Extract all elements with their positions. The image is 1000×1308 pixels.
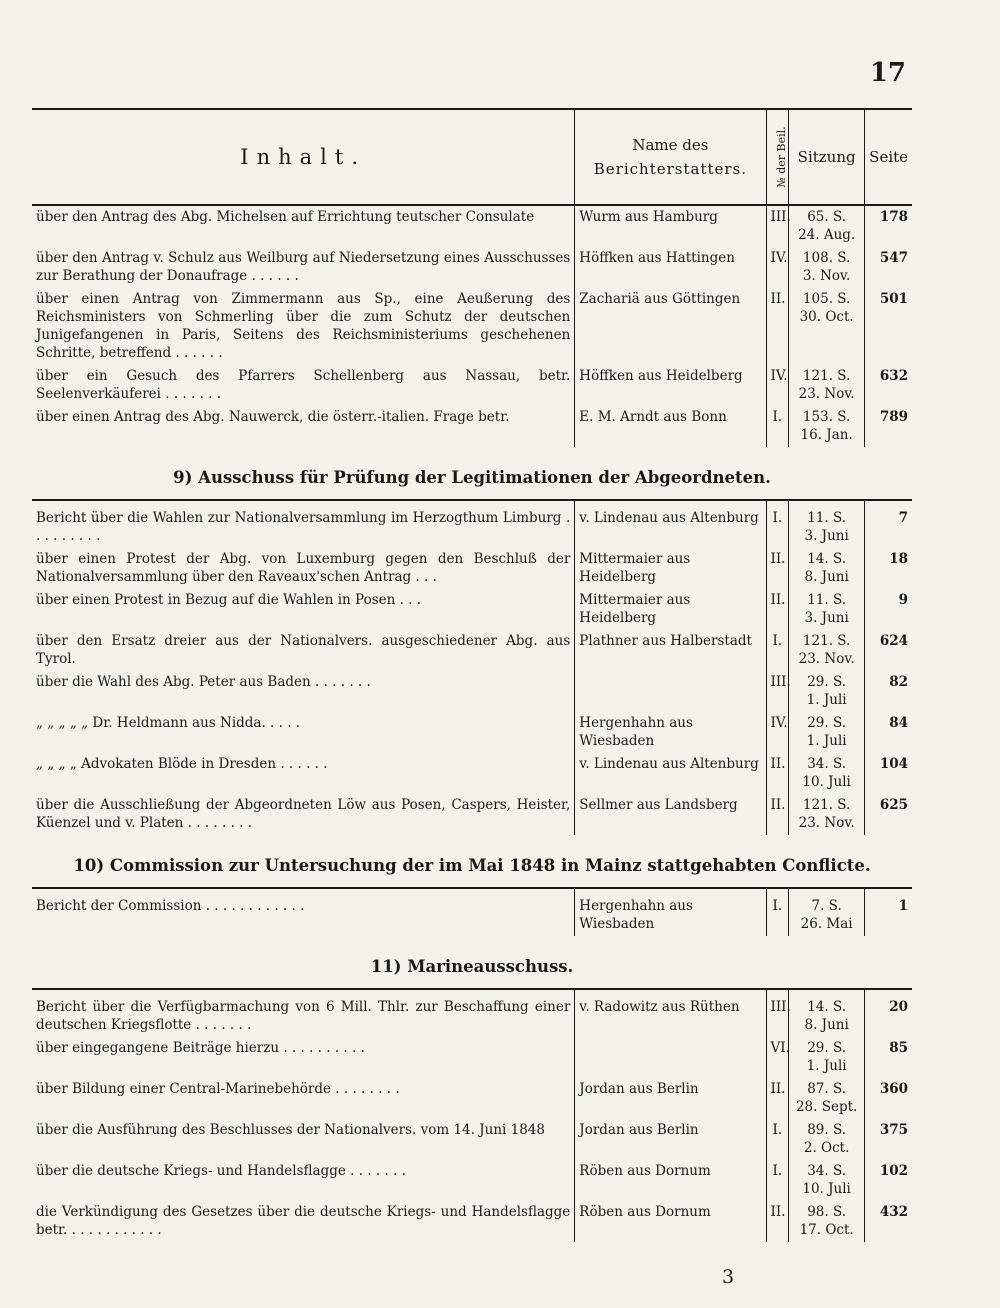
header-inhalt: Inhalt. (32, 109, 575, 205)
table-row (32, 794, 912, 835)
cell-seite: 360 (865, 1078, 912, 1119)
cell-seite: 178 (865, 205, 912, 247)
cell-berichterstatter: Mittermaier aus Heidelberg (575, 548, 766, 589)
cell-beilage: IV. (766, 365, 789, 406)
cell-berichterstatter: v. Lindenau aus Altenburg (575, 753, 766, 794)
sitzung-date: 1. Juli (806, 733, 847, 749)
cell-seite: 632 (865, 365, 912, 406)
table-row (32, 712, 912, 753)
footer-number: 3 (722, 1266, 735, 1288)
cell-berichterstatter: Höffken aus Hattingen (575, 247, 766, 288)
header-name (575, 109, 766, 205)
cell-beilage: I. (766, 1119, 789, 1160)
cell-sitzung (789, 630, 865, 671)
sitzung-date: 3. Juni (804, 528, 849, 544)
cell-beilage: III. (766, 671, 789, 712)
sitzung-date: 26. Mai (800, 916, 853, 932)
sitzung-number: 34. S. (807, 1163, 847, 1179)
sitzung-date: 30. Oct. (799, 309, 854, 325)
section-heading-row (32, 936, 912, 989)
header-beilage-label: № der Beil. (774, 126, 788, 188)
table-row (32, 406, 912, 447)
sitzung-date: 23. Nov. (798, 815, 855, 831)
sitzung-date: 28. Sept. (795, 1099, 858, 1115)
sitzung-number: 153. S. (802, 409, 851, 425)
register-table (32, 108, 912, 1242)
cell-berichterstatter: Röben aus Dornum (575, 1201, 766, 1242)
sitzung-number: 7. S. (811, 898, 842, 914)
sitzung-date: 23. Nov. (798, 651, 855, 667)
cell-sitzung (789, 1160, 865, 1201)
table-row (32, 365, 912, 406)
header-beilage (766, 109, 789, 205)
sitzung-date: 8. Juni (804, 1017, 849, 1033)
cell-berichterstatter: Röben aus Dornum (575, 1160, 766, 1201)
cell-seite: 85 (865, 1037, 912, 1078)
cell-sitzung (789, 888, 865, 936)
cell-beilage: II. (766, 548, 789, 589)
cell-beilage: VI. (766, 1037, 789, 1078)
cell-beilage: I. (766, 406, 789, 447)
cell-berichterstatter: Jordan aus Berlin (575, 1078, 766, 1119)
table-row (32, 630, 912, 671)
sitzung-date: 8. Juni (804, 569, 849, 585)
cell-berichterstatter: Jordan aus Berlin (575, 1119, 766, 1160)
cell-seite: 84 (865, 712, 912, 753)
cell-inhalt: über eingegangene Beiträge hierzu . . . . . . . . . . (36, 1040, 365, 1056)
section-heading: 10) Commission zur Untersuchung der im Mai 1848 in Mainz stattgehabten Conflicte. (32, 835, 912, 888)
cell-seite: 102 (865, 1160, 912, 1201)
cell-seite: 624 (865, 630, 912, 671)
sitzung-date: 23. Nov. (798, 386, 855, 402)
cell-berichterstatter: Hergenhahn aus Wiesbaden (575, 712, 766, 753)
cell-inhalt: über einen Protest der Abg. von Luxemburg gegen den Beschluß der Nationalversammlung über den Raveaux'schen Antrag . . . (36, 551, 571, 585)
sitzung-number: 29. S. (807, 1040, 847, 1056)
cell-beilage: IV. (766, 712, 789, 753)
cell-seite: 432 (865, 1201, 912, 1242)
cell-berichterstatter: Höffken aus Heidelberg (575, 365, 766, 406)
sitzung-number: 105. S. (802, 291, 851, 307)
sitzung-number: 87. S. (807, 1081, 847, 1097)
cell-sitzung (789, 753, 865, 794)
section-heading: 9) Ausschuss für Prüfung der Legitimationen der Abgeordneten. (32, 447, 912, 500)
cell-beilage: I. (766, 500, 789, 548)
cell-sitzung (789, 247, 865, 288)
sitzung-number: 89. S. (807, 1122, 847, 1138)
table-row (32, 247, 912, 288)
cell-sitzung (789, 1037, 865, 1078)
cell-sitzung (789, 365, 865, 406)
cell-beilage: II. (766, 794, 789, 835)
cell-seite: 7 (865, 500, 912, 548)
cell-beilage: II. (766, 1201, 789, 1242)
cell-inhalt: über den Ersatz dreier aus der Nationalvers. ausgeschiedener Abg. aus Tyrol. (36, 633, 571, 667)
sitzung-number: 11. S. (807, 510, 847, 526)
cell-berichterstatter: Wurm aus Hamburg (575, 205, 766, 247)
cell-inhalt: über ein Gesuch des Pfarrers Schellenberg aus Nassau, betr. Seelenverkäuferei . . . . . . . (36, 368, 571, 402)
cell-sitzung (789, 794, 865, 835)
sitzung-date: 17. Oct. (799, 1222, 854, 1238)
cell-beilage: IV. (766, 247, 789, 288)
table-row (32, 500, 912, 548)
table-row (32, 288, 912, 365)
table-row (32, 1201, 912, 1242)
cell-beilage: I. (766, 630, 789, 671)
cell-beilage: II. (766, 1078, 789, 1119)
cell-inhalt: über einen Antrag von Zimmermann aus Sp., eine Aeußerung des Reichsministers von Schmerling über die zum Schutz der deutschen Junigefangenen in Paris, Seitens des Reichsministeriums geschehenen Schritte, betreffend . . . . . . (36, 291, 571, 361)
cell-berichterstatter: Hergenhahn aus Wiesbaden (575, 888, 766, 936)
cell-inhalt: über einen Antrag des Abg. Nauwerck, die österr.-italien. Frage betr. (36, 409, 510, 425)
sitzung-date: 2. Oct. (803, 1140, 850, 1156)
cell-inhalt: über die Wahl des Abg. Peter aus Baden . . . . . . . (36, 674, 371, 690)
table-row (32, 1160, 912, 1201)
cell-seite: 20 (865, 989, 912, 1037)
cell-seite: 789 (865, 406, 912, 447)
cell-berichterstatter: Plathner aus Halberstadt (575, 630, 766, 671)
cell-inhalt: über die Ausschließung der Abgeordneten Löw aus Posen, Caspers, Heister, Küenzel und v. Platen . . . . . . . . (36, 797, 571, 831)
sitzung-date: 10. Juli (802, 1181, 851, 1197)
cell-berichterstatter: E. M. Arndt aus Bonn (575, 406, 766, 447)
table-row (32, 1037, 912, 1078)
sitzung-date: 1. Juli (806, 692, 847, 708)
cell-inhalt: über Bildung einer Central-Marinebehörde . . . . . . . . (36, 1081, 400, 1097)
table-row (32, 589, 912, 630)
cell-sitzung (789, 671, 865, 712)
table-row (32, 671, 912, 712)
cell-inhalt: über einen Protest in Bezug auf die Wahlen in Posen . . . (36, 592, 422, 608)
cell-inhalt: über die Ausführung des Beschlusses der Nationalvers. vom 14. Juni 1848 (36, 1122, 545, 1138)
page-number: 17 (869, 58, 906, 88)
cell-inhalt: Bericht über die Verfügbarmachung von 6 Mill. Thlr. zur Beschaffung einer deutschen Kriegsflotte . . . . . . . (36, 999, 571, 1033)
cell-beilage: III. (766, 205, 789, 247)
table-row (32, 548, 912, 589)
cell-seite: 501 (865, 288, 912, 365)
section-heading-row (32, 447, 912, 500)
table-body (32, 205, 912, 1242)
sitzung-date: 3. Nov. (802, 268, 851, 284)
cell-sitzung (789, 406, 865, 447)
sitzung-number: 65. S. (807, 209, 847, 225)
sitzung-number: 14. S. (807, 999, 847, 1015)
table-row (32, 1078, 912, 1119)
table-row (32, 205, 912, 247)
sitzung-number: 98. S. (807, 1204, 847, 1220)
sitzung-date: 3. Juni (804, 610, 849, 626)
cell-inhalt: Bericht der Commission . . . . . . . . . . . . (36, 898, 305, 914)
cell-sitzung (789, 205, 865, 247)
cell-berichterstatter (575, 671, 766, 712)
cell-sitzung (789, 548, 865, 589)
sitzung-number: 34. S. (807, 756, 847, 772)
cell-seite: 375 (865, 1119, 912, 1160)
cell-seite: 104 (865, 753, 912, 794)
section-heading: 11) Marineausschuss. (32, 936, 912, 989)
cell-sitzung (789, 1119, 865, 1160)
sitzung-number: 29. S. (807, 715, 847, 731)
cell-sitzung (789, 288, 865, 365)
cell-sitzung (789, 500, 865, 548)
sitzung-number: 121. S. (802, 797, 851, 813)
sitzung-number: 121. S. (802, 633, 851, 649)
sitzung-number: 121. S. (802, 368, 851, 384)
table-row (32, 753, 912, 794)
sitzung-number: 108. S. (802, 250, 851, 266)
cell-inhalt: Bericht über die Wahlen zur Nationalversammlung im Herzogthum Limburg . . . . . . . . . (36, 510, 571, 544)
cell-beilage: II. (766, 589, 789, 630)
cell-beilage: I. (766, 888, 789, 936)
cell-berichterstatter: Sellmer aus Landsberg (575, 794, 766, 835)
sitzung-date: 10. Juli (802, 774, 851, 790)
cell-sitzung (789, 989, 865, 1037)
cell-seite: 9 (865, 589, 912, 630)
sitzung-number: 11. S. (807, 592, 847, 608)
cell-seite: 82 (865, 671, 912, 712)
cell-sitzung (789, 589, 865, 630)
table-header (32, 109, 912, 205)
cell-inhalt: über die deutsche Kriegs- und Handelsflagge . . . . . . . (36, 1163, 406, 1179)
cell-sitzung (789, 712, 865, 753)
cell-berichterstatter (575, 1037, 766, 1078)
cell-berichterstatter: v. Lindenau aus Altenburg (575, 500, 766, 548)
cell-inhalt: die Verkündigung des Gesetzes über die deutsche Kriegs- und Handelsflagge betr. . . . . . . . . . . . (36, 1204, 571, 1238)
cell-seite: 625 (865, 794, 912, 835)
cell-beilage: II. (766, 288, 789, 365)
header-sitzung: Sitzung (789, 109, 865, 205)
sitzung-date: 1. Juli (806, 1058, 847, 1074)
section-heading-row (32, 835, 912, 888)
cell-berichterstatter: v. Radowitz aus Rüthen (575, 989, 766, 1037)
cell-inhalt: „ „ „ „ „ Dr. Heldmann aus Nidda. . . . . (36, 715, 301, 731)
table-row (32, 888, 912, 936)
sitzung-number: 29. S. (807, 674, 847, 690)
cell-seite: 1 (865, 888, 912, 936)
header-name-line1: Name des (632, 136, 709, 154)
cell-seite: 18 (865, 548, 912, 589)
cell-beilage: I. (766, 1160, 789, 1201)
sitzung-date: 24. Aug. (798, 227, 856, 243)
sitzung-date: 16. Jan. (800, 427, 853, 443)
cell-inhalt: über den Antrag des Abg. Michelsen auf Errichtung teutscher Consulate (36, 209, 535, 225)
table-row (32, 989, 912, 1037)
header-seite: Seite (865, 109, 912, 205)
cell-beilage: II. (766, 753, 789, 794)
cell-sitzung (789, 1078, 865, 1119)
cell-berichterstatter: Mittermaier aus Heidelberg (575, 589, 766, 630)
sitzung-number: 14. S. (807, 551, 847, 567)
cell-seite: 547 (865, 247, 912, 288)
cell-berichterstatter: Zachariä aus Göttingen (575, 288, 766, 365)
cell-beilage: III. (766, 989, 789, 1037)
table-row (32, 1119, 912, 1160)
cell-sitzung (789, 1201, 865, 1242)
cell-inhalt: „ „ „ „ Advokaten Blöde in Dresden . . . . . . (36, 756, 328, 772)
cell-inhalt: über den Antrag v. Schulz aus Weilburg auf Niedersetzung eines Ausschusses zur Berathung der Donaufrage . . . . . . (36, 250, 571, 284)
header-name-line2: Berichterstatters. (593, 160, 748, 178)
